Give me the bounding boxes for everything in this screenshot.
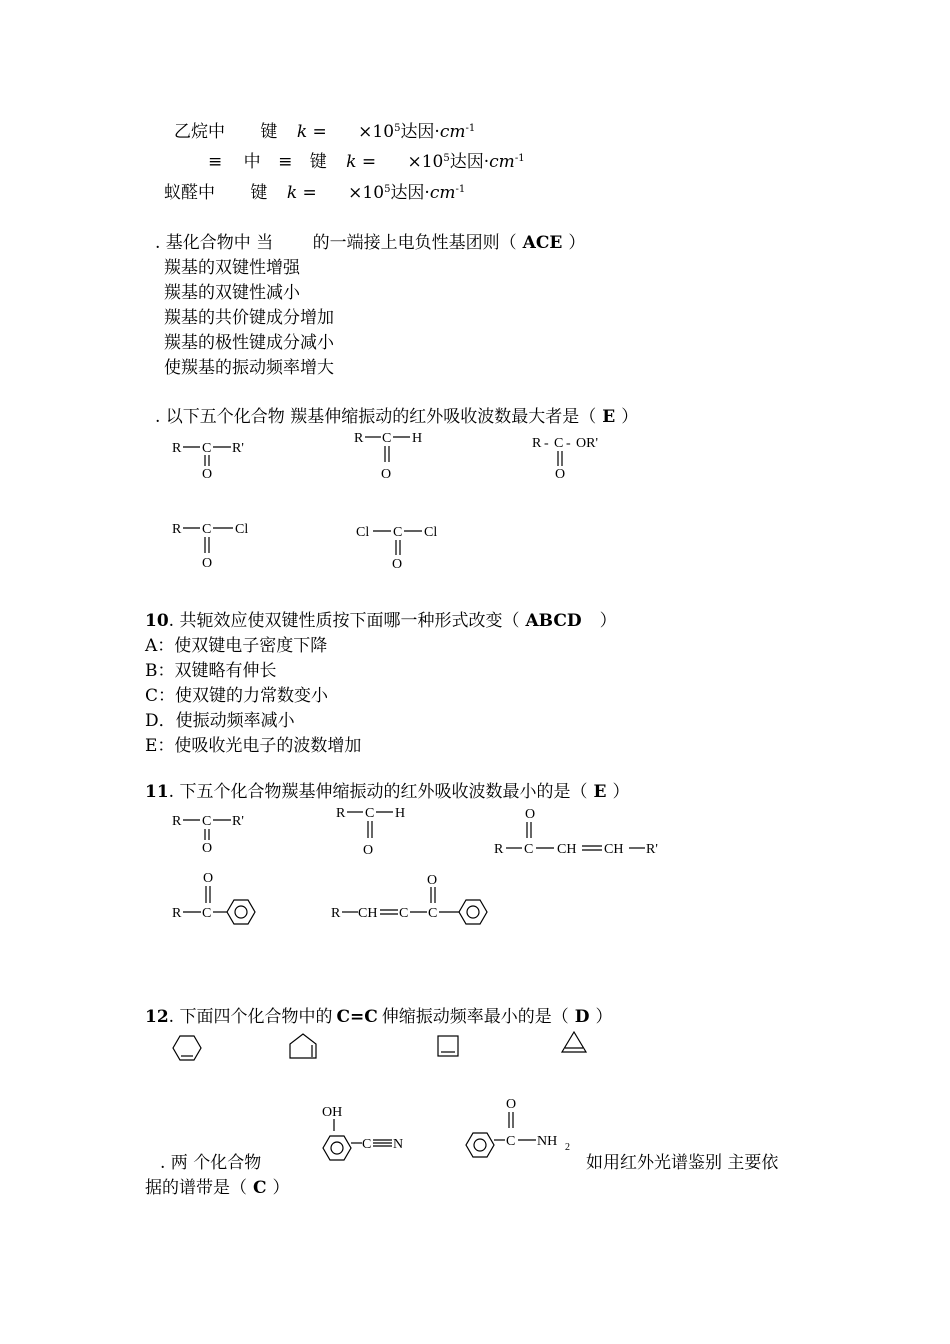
unit-exponent: -1: [465, 123, 476, 134]
bond-label: C=C: [336, 1007, 378, 1027]
q10-option-c: C：使双键的力常数变小: [145, 686, 329, 706]
atom-r: R: [494, 842, 504, 857]
atom-cl: Cl: [235, 522, 249, 537]
paren-close: ）: [272, 1178, 290, 1198]
atom-ch: CH: [557, 842, 577, 857]
atom-r: R: [172, 522, 182, 537]
bond-dash: -: [566, 436, 571, 451]
atom-o: O: [202, 556, 213, 571]
atom-n: N: [393, 1137, 404, 1152]
q10-option-e: E：使吸收光电子的波数增加: [145, 736, 362, 756]
atom-c: C: [428, 906, 438, 921]
atom-c: C: [393, 525, 403, 540]
atom-or: OR': [576, 436, 598, 451]
atom-o: O: [506, 1097, 517, 1112]
atom-c: C: [202, 906, 212, 921]
atom-r: R: [172, 441, 182, 456]
atom-oh: OH: [322, 1105, 343, 1120]
atom-o: O: [202, 841, 213, 856]
answer: D: [574, 1007, 590, 1027]
structure-hydroxybenzonitrile: [322, 1105, 403, 1160]
exponent: 5: [394, 123, 401, 134]
q10-option-d: D．使振动频率减小: [145, 711, 295, 731]
atom-o: O: [202, 467, 213, 482]
exponent: 5: [443, 153, 450, 164]
unit-exponent: -1: [455, 184, 466, 195]
atom-c: C: [365, 806, 375, 821]
answer: ACE: [522, 233, 563, 253]
q8-option-e: 使羰基的振动频率增大: [164, 358, 334, 378]
unit-cm: cm: [429, 183, 456, 203]
question-text: . 下面四个化合物中的: [168, 1007, 333, 1027]
atom-c: C: [362, 1137, 372, 1152]
atom-ch: CH: [604, 842, 624, 857]
subscript-2: 2: [565, 1142, 570, 1153]
atom-o: O: [555, 467, 566, 482]
q8-option-b: 羰基的双键性减小: [164, 283, 300, 303]
unit-cm: cm: [439, 122, 466, 142]
question-number: 10: [145, 611, 169, 631]
atom-cl: Cl: [424, 525, 438, 540]
times-ten: ×10: [348, 183, 385, 203]
paren-close: ）: [621, 407, 639, 427]
answer: ABCD: [525, 611, 582, 631]
atom-h: H: [395, 806, 406, 821]
answer: E: [602, 407, 616, 427]
bond-label: 键: [260, 122, 278, 142]
atom-c: C: [554, 436, 564, 451]
atom-r: R: [354, 431, 364, 446]
atom-c: C: [202, 814, 212, 829]
atom-r: R: [172, 814, 182, 829]
atom-r: R: [532, 436, 542, 451]
answer: E: [593, 782, 607, 802]
atom-r: R: [336, 806, 346, 821]
q8-option-a: 羰基的双键性增强: [164, 258, 300, 278]
atom-o: O: [381, 467, 392, 482]
question-text: . 下五个化合物羰基伸缩振动的红外吸收波数最小的是（: [168, 782, 588, 802]
q13-stem-post: 如用红外光谱鉴别 主要依: [586, 1153, 779, 1173]
atom-h: H: [412, 431, 423, 446]
k-label: k =: [346, 152, 377, 172]
bond-dash: -: [544, 436, 549, 451]
question-number: 12: [145, 1007, 169, 1027]
question-text: 据的谱带是（: [145, 1178, 247, 1198]
atom-c: C: [382, 431, 392, 446]
bond-label: 键: [250, 183, 268, 203]
q8-option-c: 羰基的共价键成分增加: [164, 308, 334, 328]
triple-bond-symbol: ≡: [208, 152, 223, 172]
atom-c: C: [202, 441, 212, 456]
q8-option-d: 羰基的极性键成分减小: [164, 333, 334, 353]
k-label: k =: [296, 122, 327, 142]
atom-ch: CH: [358, 906, 378, 921]
k-label: k =: [286, 183, 317, 203]
atom-r: R: [172, 906, 182, 921]
q13-line2: [145, 1178, 290, 1198]
molecule-label: 乙烷中: [174, 122, 225, 142]
question-text: 伸缩振动频率最小的是（: [381, 1007, 569, 1027]
bond-label: 键: [309, 152, 327, 172]
unit: 达因·: [449, 152, 490, 172]
question-text: . 以下五个化合物 羰基伸缩振动的红外吸收波数最大者是（: [155, 407, 597, 427]
paren-close: ）: [612, 782, 630, 802]
atom-o: O: [363, 843, 374, 858]
unit-exponent: -1: [514, 153, 525, 164]
structure-benzamide: [466, 1097, 570, 1157]
atom-o: O: [392, 557, 403, 572]
atom-nh: NH: [537, 1134, 558, 1149]
atom-c: C: [506, 1134, 516, 1149]
triple-bond-symbol: ≡: [278, 152, 293, 172]
atom-cl: Cl: [356, 525, 370, 540]
q10-option-b: B：双键略有伸长: [145, 661, 277, 681]
paren-close: ）: [595, 1007, 613, 1027]
atom-rprime: R': [232, 441, 244, 456]
molecule-label: 蚁醛中: [164, 183, 215, 203]
molecule-label: 中: [243, 152, 261, 172]
atom-o: O: [427, 873, 438, 888]
paren-close: ）: [599, 611, 617, 631]
atom-c: C: [399, 906, 409, 921]
atom-o: O: [203, 871, 214, 886]
unit: 达因·: [390, 183, 430, 203]
atom-r: R: [331, 906, 341, 921]
q13-stem-pre: . 两 个化合物: [160, 1153, 262, 1173]
atom-c: C: [524, 842, 534, 857]
atom-o: O: [525, 807, 536, 822]
exponent: 5: [384, 184, 391, 195]
question-number: 11: [145, 782, 169, 802]
times-ten: ×10: [358, 122, 395, 142]
q10-option-a: A：使双键电子密度下降: [145, 636, 328, 656]
atom-rprime: R': [232, 814, 244, 829]
unit: 达因·: [400, 122, 440, 142]
times-ten: ×10: [407, 152, 444, 172]
atom-c: C: [202, 522, 212, 537]
atom-rprime: R': [646, 842, 658, 857]
answer: C: [253, 1178, 267, 1198]
paren-close: ）: [568, 233, 586, 253]
unit-cm: cm: [489, 152, 515, 172]
question-text: . 基化合物中 当 的一端接上电负性基团则（: [155, 233, 517, 253]
question-text: . 共轭效应使双键性质按下面哪一种形式改变（: [168, 611, 520, 631]
